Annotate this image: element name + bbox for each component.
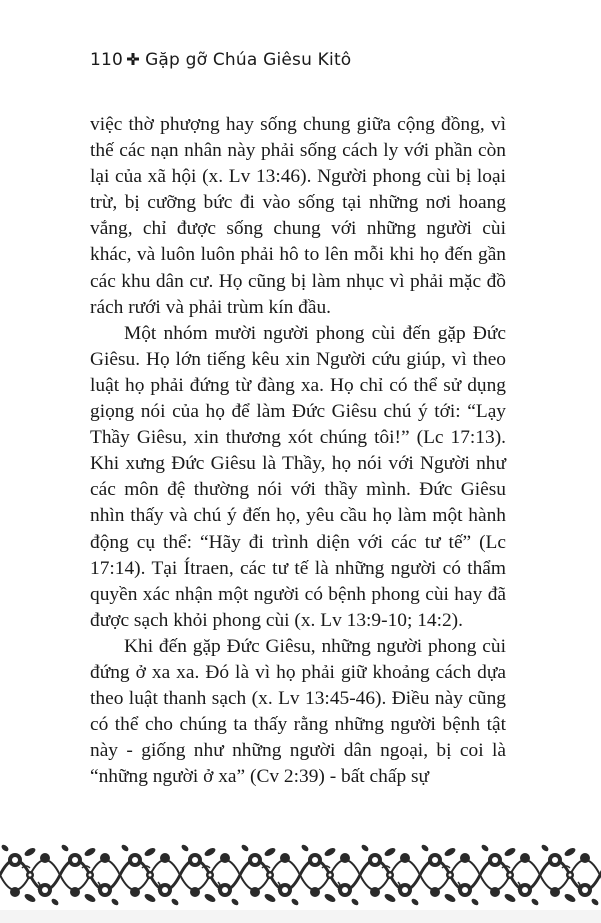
- cross-icon: [127, 53, 139, 68]
- paragraph-2: Một nhóm mười người phong cùi đến gặp Đức Giêsu. Họ lớn tiếng kêu xin Người cứu giúp, vì theo luật họ phải đứng từ đàng xa. Họ chỉ có thể sử dụng giọng nói của họ để làm Đức Giêsu chú ý tới: “Lạy Thầy Giêsu, xin thương xót chúng tôi!” (Lc 17:13). Khi xưng Đức Giêsu là Thầy, họ nói với Người như các môn đệ thường nói với thầy mình. Đức Giêsu nhìn thấy và chú ý đến họ, yêu cầu họ làm một hành động cụ thể: “Hãy đi trình diện với các tư tế” (Lc 17:14). Tại Ítraen, các tư tế là những người có thẩm quyền xác nhận một người có bệnh phong cùi hay đã được sạch khỏi phong cùi (x. Lv 13:9-10; 14:2).: [90, 322, 506, 631]
- body-text: [90, 112, 506, 790]
- page-number: 110: [90, 50, 124, 70]
- paragraph-3: Khi đến gặp Đức Giêsu, những người phong cùi đứng ở xa xa. Đó là vì họ phải giữ khoảng cách dựa theo luật thanh sạch (x. Lv 13:45-46). Điều này cũng có thể cho chúng ta thấy rằng những người bệnh tật này - giống như những người dân ngoại, bị coi là “những người ở xa” (Cv 2:39) - bất chấp sự: [90, 635, 506, 788]
- running-head: [90, 50, 351, 70]
- page-bottom-edge: [0, 910, 601, 923]
- floral-border-ornament-icon: [0, 840, 601, 910]
- running-title: Gặp gỡ Chúa Giêsu Kitô: [145, 50, 352, 70]
- paragraph-1: việc thờ phượng hay sống chung giữa cộng đồng, vì thế các nạn nhân này phải sống cách ly với phần còn lại của xã hội (x. Lv 13:46). Người phong cùi bị loại trừ, bị cưỡng bức đi vào sống tại những nơi hoang vắng, chỉ được sống chung với những người cùi khác, và luôn luôn phải hô to lên mỗi khi họ đến gần các khu dân cư. Họ cũng bị làm nhục vì phải mặc đồ rách rưới và phải trùm kín đầu.: [90, 114, 506, 318]
